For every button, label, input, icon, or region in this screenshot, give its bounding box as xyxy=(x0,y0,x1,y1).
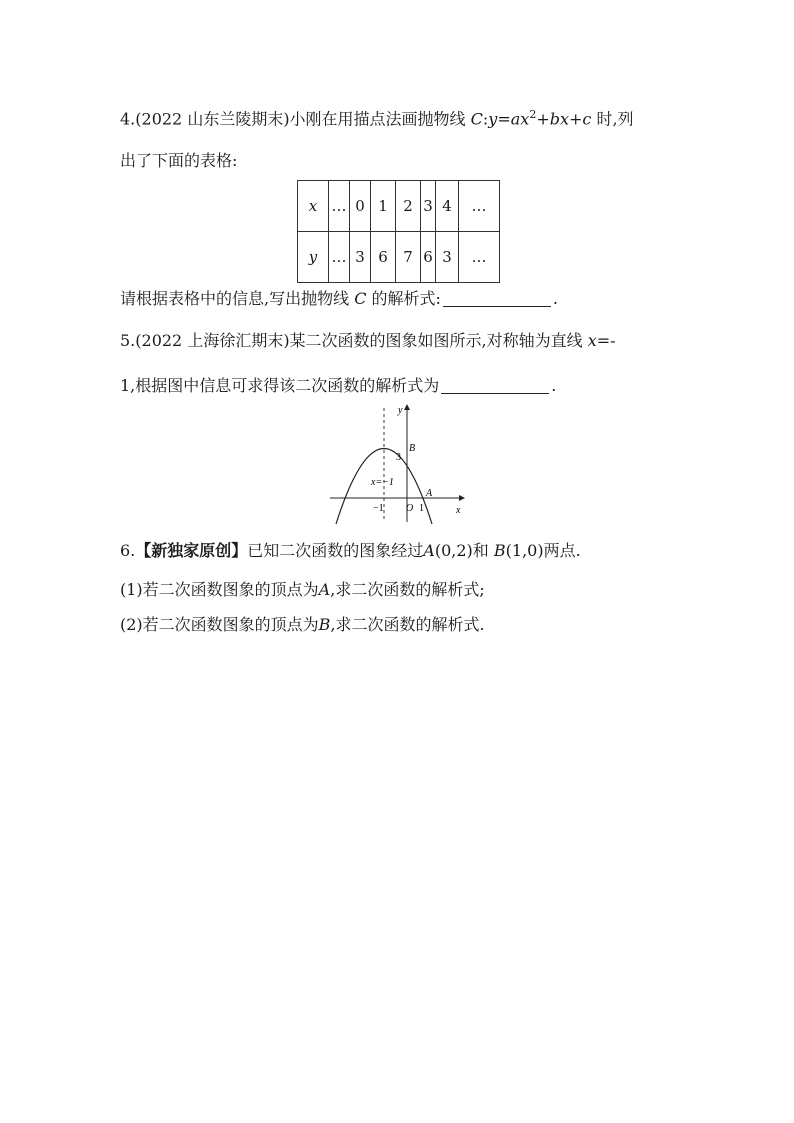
origin-label: O xyxy=(406,503,414,514)
q4-colon: : xyxy=(482,109,489,129)
tick-label-3: 3 xyxy=(396,452,401,463)
table-cell: 6 xyxy=(371,232,396,283)
tick-label-1: 1 xyxy=(419,503,424,514)
q6-text-2: 两点. xyxy=(543,541,581,560)
point-b-label: B xyxy=(409,443,416,454)
table-cell: 0 xyxy=(350,181,371,232)
x-axis-arrow-icon xyxy=(459,495,465,501)
table-cell: … xyxy=(459,181,500,232)
q6-part-2-prefix: (2)若二次函数图象的顶点为 xyxy=(120,615,319,634)
q4-curve-name: C xyxy=(470,109,483,129)
q4-value-table xyxy=(297,180,500,283)
q5-line-2-text: 1,根据图中信息可求得该二次函数的解析式为 xyxy=(120,376,440,395)
x-axis-label: x xyxy=(456,505,461,516)
q4-eq-exponent: 2 xyxy=(529,108,537,121)
q6-point-b-coord: (1,0) xyxy=(505,541,544,560)
table-cell: 3 xyxy=(350,232,371,283)
q4-ask-curve: C xyxy=(354,289,367,308)
table-cell: … xyxy=(459,232,500,283)
point-a-label: A xyxy=(426,488,433,499)
q5-line-1 xyxy=(120,330,616,352)
q4-line-2: 出了下面的表格: xyxy=(120,151,238,170)
q4-answer-blank[interactable] xyxy=(443,290,551,307)
table-row-label: x xyxy=(298,181,329,232)
table-row-label: y xyxy=(298,232,329,283)
q6-tag: 【新独家原创】 xyxy=(135,541,248,560)
q6-line-1 xyxy=(120,540,581,562)
q5-parabola-graph xyxy=(325,400,470,526)
q6-part-2-var: B xyxy=(318,615,331,634)
q6-point-b: B xyxy=(493,541,506,560)
q6-part-1-var: A xyxy=(318,580,331,599)
q5-text-suffix: =- xyxy=(596,331,616,350)
q5-text-prefix: 5.(2022 上海徐汇期末)某二次函数的图象如图所示,对称轴为直线 xyxy=(120,331,588,350)
table-cell: 1 xyxy=(371,181,396,232)
q4-eq-c: c xyxy=(582,109,592,129)
q6-point-a-coord: (0,2) xyxy=(434,541,473,560)
q6-part-2 xyxy=(120,614,485,636)
q4-ask-prefix: 请根据表格中的信息,写出抛物线 xyxy=(120,289,355,308)
table-cell: 4 xyxy=(436,181,459,232)
table-cell: … xyxy=(329,232,350,283)
q4-ask-end: . xyxy=(552,289,559,308)
q4-eq-ax: ax xyxy=(510,109,530,129)
q4-ask-suffix: 的解析式: xyxy=(366,289,441,308)
y-axis-label: y xyxy=(398,405,403,416)
table-cell: 6 xyxy=(421,232,436,283)
q6-part-1 xyxy=(120,579,485,601)
q6-text-1: 已知二次函数的图象经过 xyxy=(247,541,424,560)
q6-point-a: A xyxy=(423,541,435,560)
q4-question-line xyxy=(120,288,558,310)
q5-line-2 xyxy=(120,375,556,397)
q6-and: 和 xyxy=(472,541,494,560)
q5-answer-blank[interactable] xyxy=(441,377,549,394)
q4-eq-plus-2: + xyxy=(568,109,583,129)
q4-eq-bx: bx xyxy=(549,109,569,129)
y-axis-arrow-icon xyxy=(404,404,410,410)
q4-text-suffix: 时,列 xyxy=(591,109,634,129)
q6-part-1-prefix: (1)若二次函数图象的顶点为 xyxy=(120,580,319,599)
q4-line-1 xyxy=(120,104,634,130)
table-cell: 3 xyxy=(421,181,436,232)
table-cell: … xyxy=(329,181,350,232)
q6-part-1-suffix: ,求二次函数的解析式; xyxy=(330,580,485,599)
table-row xyxy=(298,181,500,232)
q5-axis-var: x xyxy=(587,331,597,350)
table-row xyxy=(298,232,500,283)
symmetry-axis-label: x=−1 xyxy=(371,477,394,488)
table-cell: 7 xyxy=(396,232,421,283)
q4-eq-plus-1: + xyxy=(536,109,550,129)
q4-text-prefix: 4.(2022 山东兰陵期末)小刚在用描点法画抛物线 xyxy=(120,109,471,129)
table-cell: 3 xyxy=(436,232,459,283)
q6-number: 6. xyxy=(120,541,136,560)
tick-label-neg1: −1 xyxy=(373,503,384,514)
q5-line-2-end: . xyxy=(551,376,557,395)
q6-part-2-suffix: ,求二次函数的解析式. xyxy=(330,615,485,634)
table-cell: 2 xyxy=(396,181,421,232)
q4-eq-equals: = xyxy=(497,109,511,129)
q4-eq-y: y xyxy=(488,109,498,129)
